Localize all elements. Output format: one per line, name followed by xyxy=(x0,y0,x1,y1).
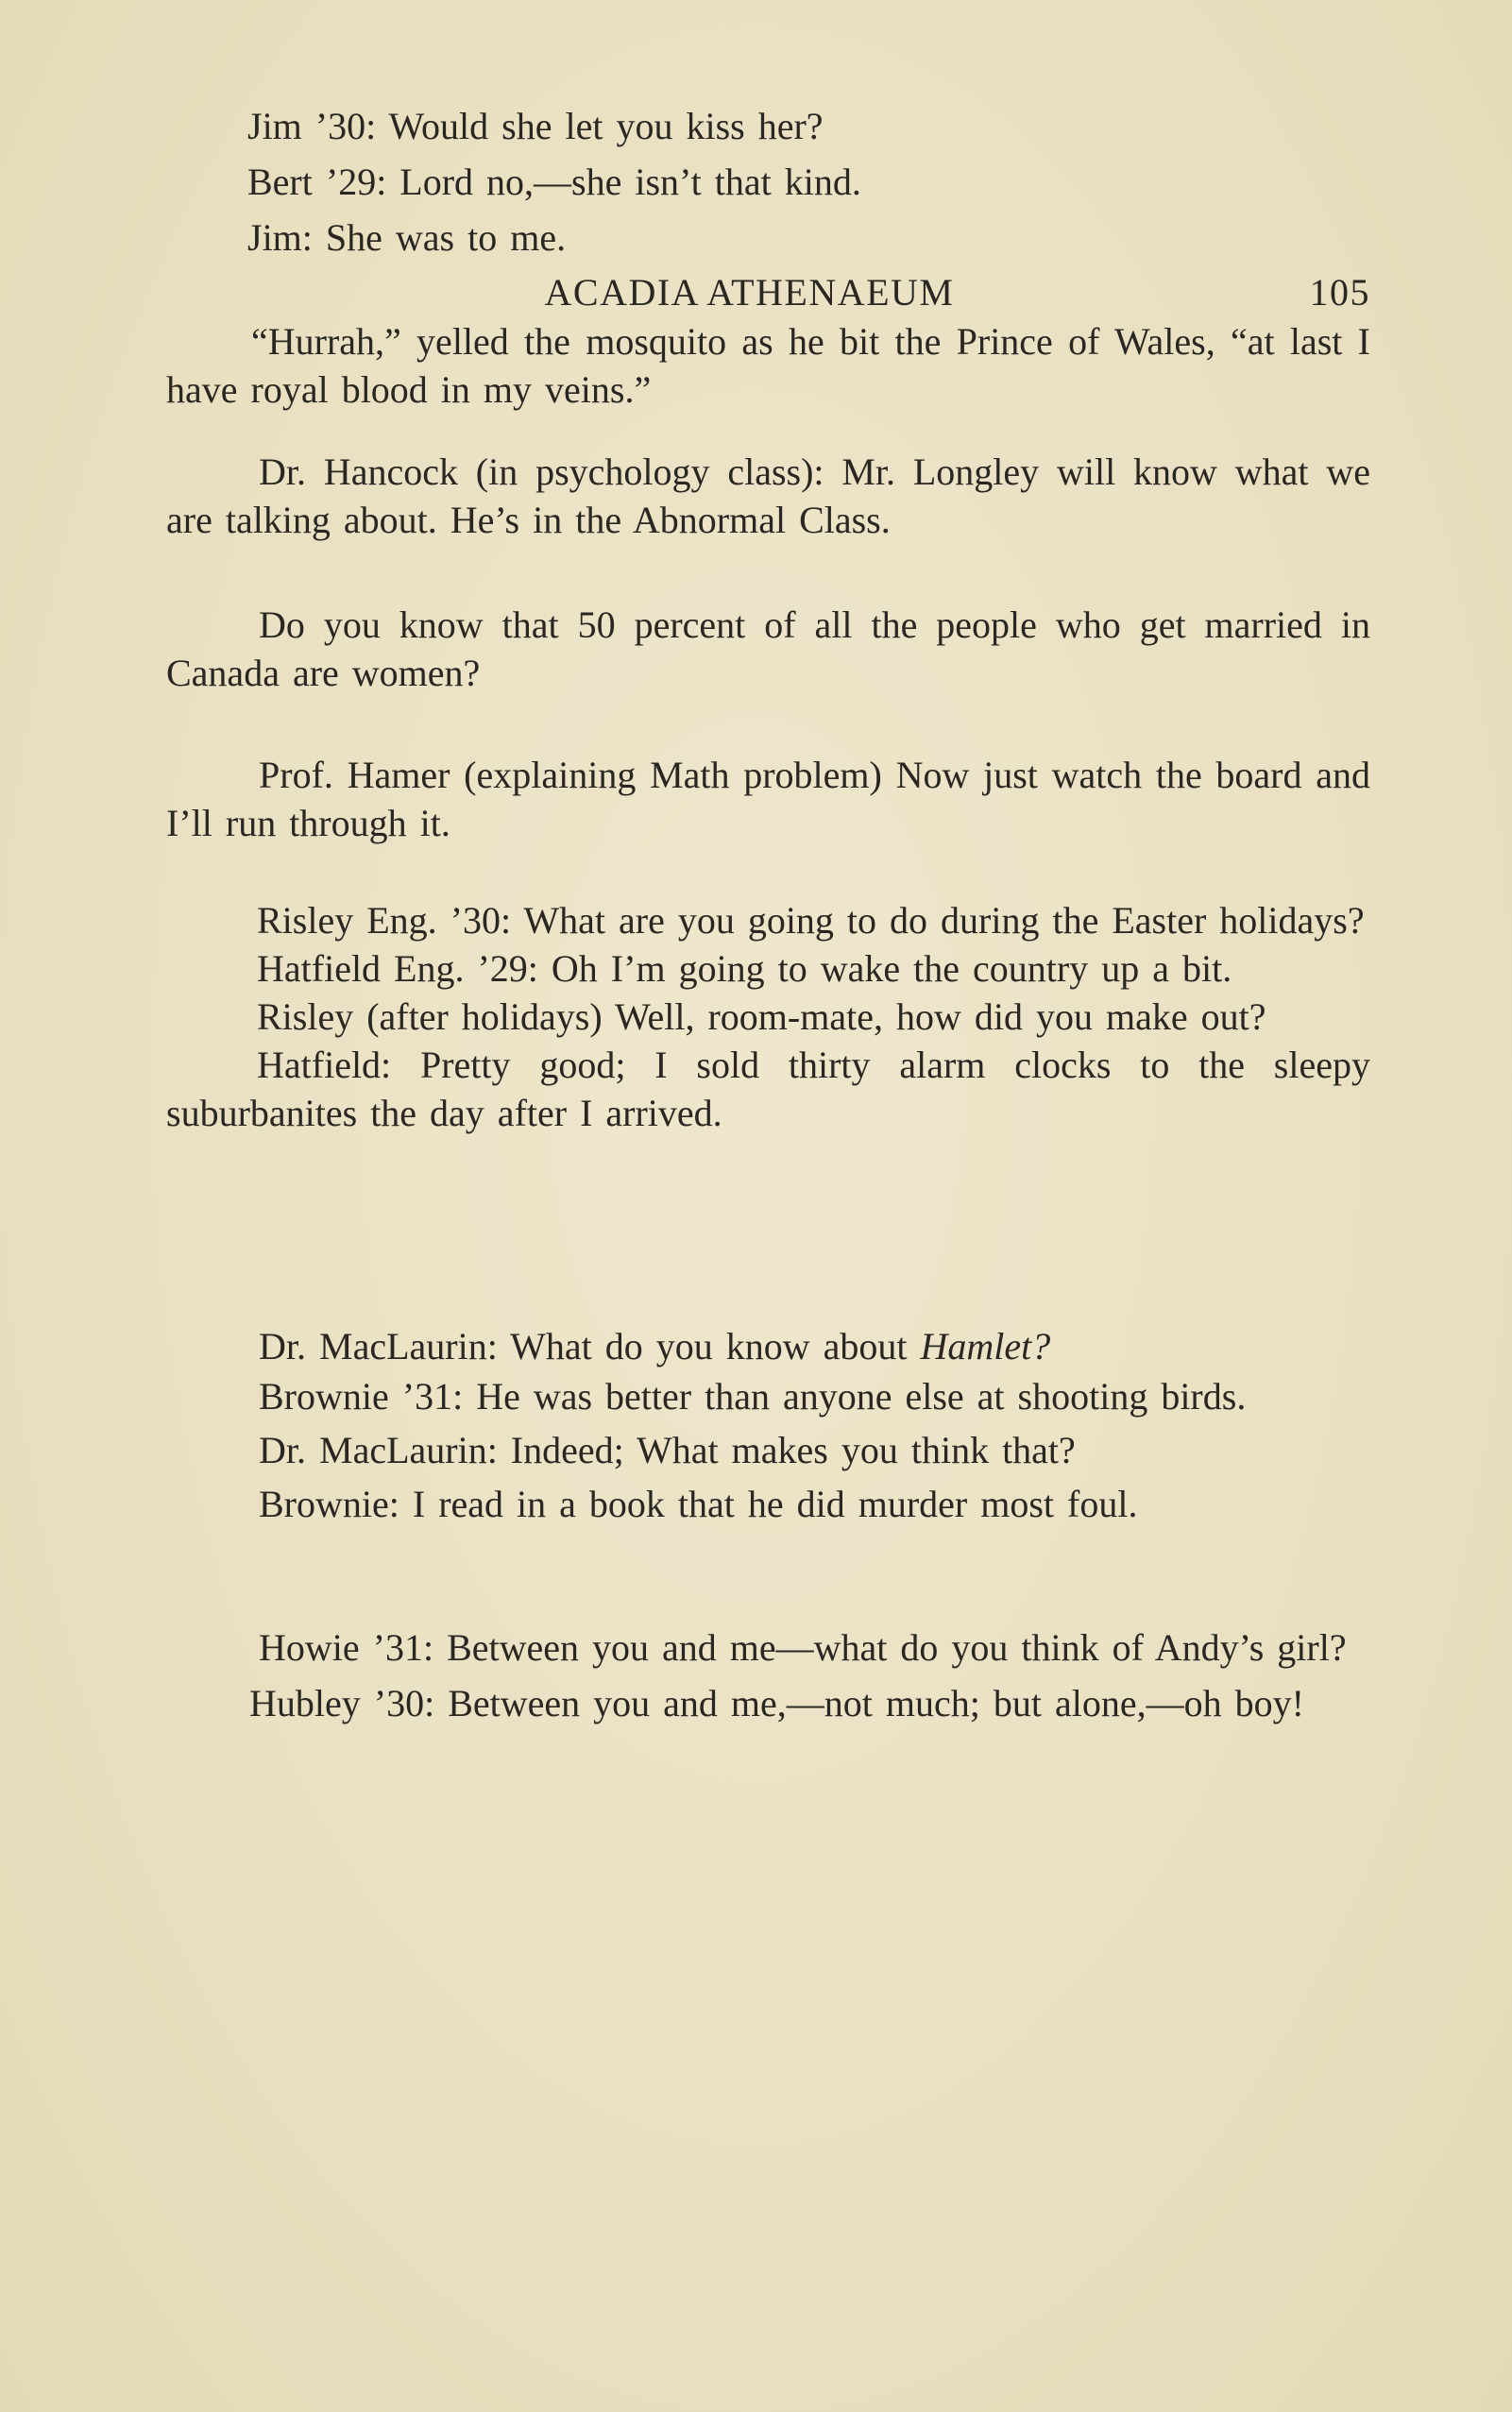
question-text: Dr. MacLaurin: What do you know about xyxy=(259,1325,921,1367)
paragraph: Risley Eng. ’30: What are you going to do during the Easter holidays? xyxy=(257,899,1365,942)
joke-howie-hubley xyxy=(166,1623,1370,1727)
paragraph: Hatfield Eng. ’29: Oh I’m going to wake the country up a bit. xyxy=(257,947,1232,990)
joke-canada xyxy=(166,601,1370,697)
paragraph: Hubley ’30: Between you and me,—not much; but alone,—oh boy! xyxy=(249,1682,1304,1724)
paragraph: Brownie ’31: He was better than anyone else at shooting birds. xyxy=(259,1375,1247,1418)
joke-mosquito xyxy=(166,317,1370,414)
paragraph: Howie ’31: Between you and me—what do you think of Andy’s girl? xyxy=(259,1626,1347,1669)
paragraph: Brownie: I read in a book that he did murder most foul. xyxy=(259,1483,1138,1525)
dialogue-line: Jim ’30: Would she let you kiss her? xyxy=(247,105,824,147)
journal-title: ACADIA ATHENAEUM xyxy=(544,271,955,314)
page-number: 105 xyxy=(1309,271,1370,314)
paragraph: “Hurrah,” yelled the mosquito as he bit the Prince of Wales, “at last I have royal blood in my veins.” xyxy=(166,320,1370,411)
joke-hamer xyxy=(166,751,1370,847)
paragraph: Dr. MacLaurin: Indeed; What makes you think that? xyxy=(259,1429,1076,1471)
dialogue-line: Jim: She was to me. xyxy=(247,216,567,259)
joke-maclaurin-brownie xyxy=(166,1322,1370,1528)
joke-risley-hatfield xyxy=(166,896,1370,1137)
paragraph: Risley (after holidays) Well, room-mate, how did you make out? xyxy=(257,995,1266,1038)
paragraph xyxy=(166,1322,1370,1370)
paragraph: Do you know that 50 percent of all the people who get married in Canada are women? xyxy=(166,603,1370,694)
joke-hancock xyxy=(166,448,1370,544)
paragraph: Prof. Hamer (explaining Math problem) Now just watch the board and I’ll run through it. xyxy=(166,754,1370,844)
joke-jim-bert xyxy=(166,102,1370,262)
paragraph: Hatfield: Pretty good; I sold thirty alarm clocks to the sleepy suburbanites the day after I arrived. xyxy=(166,1044,1370,1134)
book-title: Hamlet? xyxy=(920,1325,1051,1367)
paragraph: Dr. Hancock (in psychology class): Mr. Longley will know what we are talking about. He’s in the Abnormal Class. xyxy=(166,450,1370,541)
dialogue-line: Bert ’29: Lord no,—she isn’t that kind. xyxy=(247,161,861,203)
